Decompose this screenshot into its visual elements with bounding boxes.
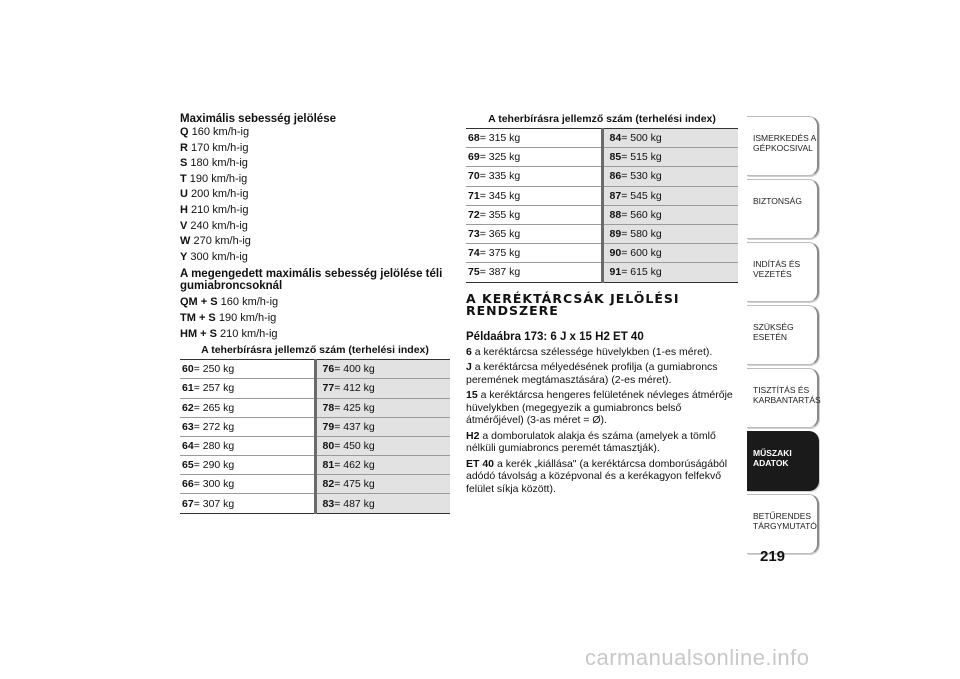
load-cell [602, 148, 738, 167]
winter-speed-heading: A megengedett maximális sebesség jelölése téli gumiabroncsoknál [180, 268, 443, 293]
tab-sz-ks-g-eset-n[interactable] [747, 305, 819, 365]
speed-code: Y [180, 250, 188, 263]
watermark: carmanualsonline.info [585, 645, 810, 670]
definition-key: H2 [466, 429, 480, 442]
speed-row [180, 250, 450, 266]
tab-ind-t-s-s-vezet-s[interactable] [747, 242, 819, 302]
load-index-table-right [466, 128, 738, 283]
load-cell [315, 494, 450, 513]
speed-limit: 170 km/h-ig [191, 141, 249, 154]
load-index: 75 [468, 266, 480, 279]
load-cell [466, 167, 602, 186]
rim-section-title: A KERÉKTÁRCSÁK JELÖLÉSI RENDSZERE [466, 290, 680, 318]
load-weight: = 500 kg [621, 132, 662, 145]
speed-row [180, 311, 450, 327]
load-index: 84 [609, 132, 622, 145]
left-column [180, 113, 450, 514]
load-index: 74 [468, 247, 480, 260]
definition-text: a kerék „kiállása" (a keréktárcsa domborúságából adódó távolság a középvonal és a kerékagyon felfekvő felület síkja között). [466, 457, 728, 495]
load-cell [180, 398, 315, 417]
load-index: 85 [609, 151, 622, 164]
speed-limit: 160 km/h-ig [220, 296, 279, 309]
load-cell [315, 398, 450, 417]
chapter-tabs [747, 116, 819, 557]
table-row [466, 263, 738, 282]
definition-item [466, 361, 738, 386]
load-weight: = 387 kg [479, 266, 521, 279]
load-index: 80 [322, 439, 335, 452]
load-cell [466, 263, 602, 282]
load-index: 71 [468, 189, 480, 202]
tab-label: BETŰRENDES TÁRGYMUTATÓ [753, 511, 817, 531]
load-cell [602, 129, 738, 148]
tab-tiszt-t-s-s-karbantart-s[interactable] [747, 368, 819, 428]
table-row [466, 167, 738, 186]
load-cell [180, 436, 315, 455]
table-row [466, 129, 738, 148]
load-weight: = 315 kg [479, 132, 521, 145]
load-index: 82 [322, 478, 335, 491]
load-cell [180, 456, 315, 475]
load-table-title-right: A teherbírásra jellemző szám (terhelési index) [488, 113, 716, 125]
table-row [180, 417, 450, 436]
load-index: 68 [468, 132, 480, 145]
load-weight: = 257 kg [193, 382, 235, 395]
tab-label: MŰSZAKI ADATOK [753, 448, 792, 468]
load-weight: = 425 kg [334, 401, 375, 414]
load-index: 60 [182, 363, 194, 376]
speed-limit: 190 km/h-ig [189, 172, 248, 185]
load-index: 66 [182, 478, 194, 491]
load-index: 79 [322, 420, 335, 433]
load-index: 77 [322, 382, 335, 395]
load-index-table-left [180, 359, 450, 514]
load-weight: = 515 kg [621, 151, 662, 164]
speed-limit: 190 km/h-ig [218, 311, 277, 324]
load-cell [180, 475, 315, 494]
speed-row [180, 172, 450, 188]
load-weight: = 345 kg [479, 189, 521, 202]
speed-limit: 160 km/h-ig [191, 126, 250, 138]
speed-row [180, 203, 450, 219]
definition-key: 6 [466, 345, 472, 358]
speed-code: U [180, 188, 188, 201]
load-weight: = 560 kg [621, 208, 662, 221]
table-row [180, 456, 450, 475]
load-index: 88 [609, 208, 622, 221]
load-cell [602, 244, 738, 263]
load-weight: = 300 kg [193, 478, 235, 491]
load-cell [466, 244, 602, 263]
table-row [466, 224, 738, 243]
load-index: 90 [609, 247, 622, 260]
load-index: 62 [182, 401, 194, 414]
table-row [466, 148, 738, 167]
tab-label: INDÍTÁS ÉS VEZETÉS [753, 259, 801, 279]
load-weight: = 265 kg [193, 401, 235, 414]
speed-code: V [180, 219, 188, 232]
table-row [180, 494, 450, 513]
speed-code: QM + S [180, 296, 218, 309]
speed-code: TM + S [180, 311, 216, 324]
load-cell [466, 129, 602, 148]
definition-key: 15 [466, 389, 478, 401]
rim-definitions [466, 346, 738, 496]
table-row [180, 475, 450, 494]
load-cell [180, 379, 315, 398]
speed-row [180, 219, 450, 235]
definition-text: a keréktárcsa mélyedésének profilja (a gumiabroncs peremének megtámasztására) (2-es méret). [466, 361, 718, 386]
speed-row [180, 187, 450, 203]
speed-code: R [180, 141, 188, 154]
speed-limit: 210 km/h-ig [220, 327, 278, 340]
load-weight: = 400 kg [334, 363, 375, 376]
load-weight: = 487 kg [334, 497, 375, 510]
speed-row [180, 125, 450, 141]
load-cell [180, 494, 315, 513]
tab-bet-rendes-t-rgymutat-[interactable] [747, 494, 819, 554]
load-table-title-left: A teherbírásra jellemző szám (terhelési index) [201, 344, 429, 357]
speed-code: T [180, 172, 187, 185]
load-weight: = 475 kg [334, 478, 375, 491]
speed-code: H [180, 203, 188, 216]
load-cell [315, 360, 450, 379]
load-weight: = 272 kg [193, 420, 235, 433]
tab-label: TISZTÍTÁS ÉS KARBANTARTÁS [753, 385, 821, 405]
load-weight: = 375 kg [479, 247, 521, 260]
definition-item [466, 389, 738, 427]
load-index: 69 [468, 151, 480, 164]
load-cell [315, 456, 450, 475]
load-index: 76 [322, 363, 335, 376]
tab-ismerked-s-a-g-pkocsival[interactable] [747, 116, 819, 176]
speed-code: Q [180, 126, 189, 138]
load-cell [602, 224, 738, 243]
load-weight: = 412 kg [334, 382, 375, 395]
load-weight: = 437 kg [334, 420, 375, 433]
speed-row [180, 295, 450, 311]
load-weight: = 280 kg [193, 439, 235, 452]
load-index: 67 [182, 497, 194, 510]
load-cell [315, 436, 450, 455]
load-index: 81 [322, 459, 335, 472]
speed-code: S [180, 157, 188, 170]
load-weight: = 462 kg [334, 459, 375, 472]
table-row [180, 360, 450, 379]
load-cell [602, 167, 738, 186]
speed-limit: 180 km/h-ig [190, 157, 248, 170]
right-column [466, 113, 738, 495]
load-index: 91 [609, 266, 622, 279]
load-index: 73 [468, 228, 480, 241]
rim-example-title: Példaábra 173: 6 J x 15 H2 ET 40 [466, 330, 644, 343]
load-weight: = 530 kg [621, 170, 662, 183]
load-cell [466, 224, 602, 243]
speed-row [180, 327, 450, 343]
tab-biztons-g[interactable] [747, 179, 819, 239]
load-weight: = 290 kg [193, 459, 235, 472]
definition-key: ET 40 [466, 457, 495, 470]
table-row [180, 436, 450, 455]
table-row [466, 244, 738, 263]
speed-limit: 240 km/h-ig [190, 219, 248, 232]
load-index: 89 [609, 228, 622, 241]
load-index: 87 [609, 189, 622, 202]
speed-code: W [180, 235, 191, 248]
load-index: 64 [182, 439, 194, 452]
definition-item [466, 458, 738, 496]
load-cell [180, 360, 315, 379]
load-weight: = 450 kg [334, 439, 375, 452]
speed-row [180, 234, 450, 250]
load-index: 86 [609, 170, 622, 183]
definition-key: J [466, 361, 472, 373]
load-weight: = 355 kg [479, 208, 521, 221]
definition-text: a keréktárcsa szélessége hüvelykben (1-es méret). [474, 345, 713, 358]
load-weight: = 580 kg [621, 228, 662, 241]
definition-item [466, 346, 738, 359]
max-speed-heading: Maximális sebesség jelölése [180, 113, 336, 125]
load-cell [315, 417, 450, 436]
load-weight: = 250 kg [193, 363, 235, 376]
speed-limit: 270 km/h-ig [193, 235, 251, 248]
speed-row [180, 141, 450, 157]
load-index: 63 [182, 420, 194, 433]
winter-speed-list [180, 295, 450, 342]
speed-list [180, 125, 450, 265]
definition-text: a keréktárcsa hengeres felületének névleges átmérője hüvelykben (megegyezik a gumiabroncs belső átmérőjével) (3-as méret = Ø). [466, 389, 733, 426]
tab-m-szaki-adatok[interactable] [747, 431, 819, 491]
load-cell [466, 205, 602, 224]
load-index: 83 [322, 497, 335, 510]
load-index: 72 [468, 208, 480, 221]
speed-limit: 210 km/h-ig [191, 203, 249, 216]
definition-text: a domborulatok alakja és száma (amelyek a tömlő nélküli gumiabroncs peremét támasztják). [466, 429, 716, 454]
load-cell [466, 186, 602, 205]
load-cell [602, 205, 738, 224]
load-index: 70 [468, 170, 480, 183]
speed-limit: 200 km/h-ig [191, 188, 249, 201]
speed-row [180, 156, 450, 172]
load-cell [315, 475, 450, 494]
tab-label: ISMERKEDÉS A GÉPKOCSIVAL [753, 133, 816, 153]
load-weight: = 307 kg [193, 497, 235, 510]
speed-code: HM + S [180, 327, 217, 340]
table-row [466, 186, 738, 205]
definition-item [466, 430, 738, 455]
load-weight: = 545 kg [621, 189, 662, 202]
load-weight: = 335 kg [479, 170, 521, 183]
load-index: 78 [322, 401, 335, 414]
load-cell [602, 263, 738, 282]
table-row [180, 379, 450, 398]
load-weight: = 600 kg [621, 247, 662, 260]
table-row [466, 205, 738, 224]
page-number: 219 [760, 548, 786, 565]
load-cell [315, 379, 450, 398]
load-cell [602, 186, 738, 205]
tab-label: BIZTONSÁG [753, 196, 802, 206]
load-cell [466, 148, 602, 167]
tab-label: SZÜKSÉG ESETÉN [753, 322, 794, 342]
load-weight: = 325 kg [479, 151, 521, 164]
load-cell [180, 417, 315, 436]
load-index: 65 [182, 459, 194, 472]
load-weight: = 615 kg [621, 266, 662, 279]
load-index: 61 [182, 382, 194, 395]
load-weight: = 365 kg [479, 228, 521, 241]
speed-limit: 300 km/h-ig [190, 250, 248, 263]
table-row [180, 398, 450, 417]
